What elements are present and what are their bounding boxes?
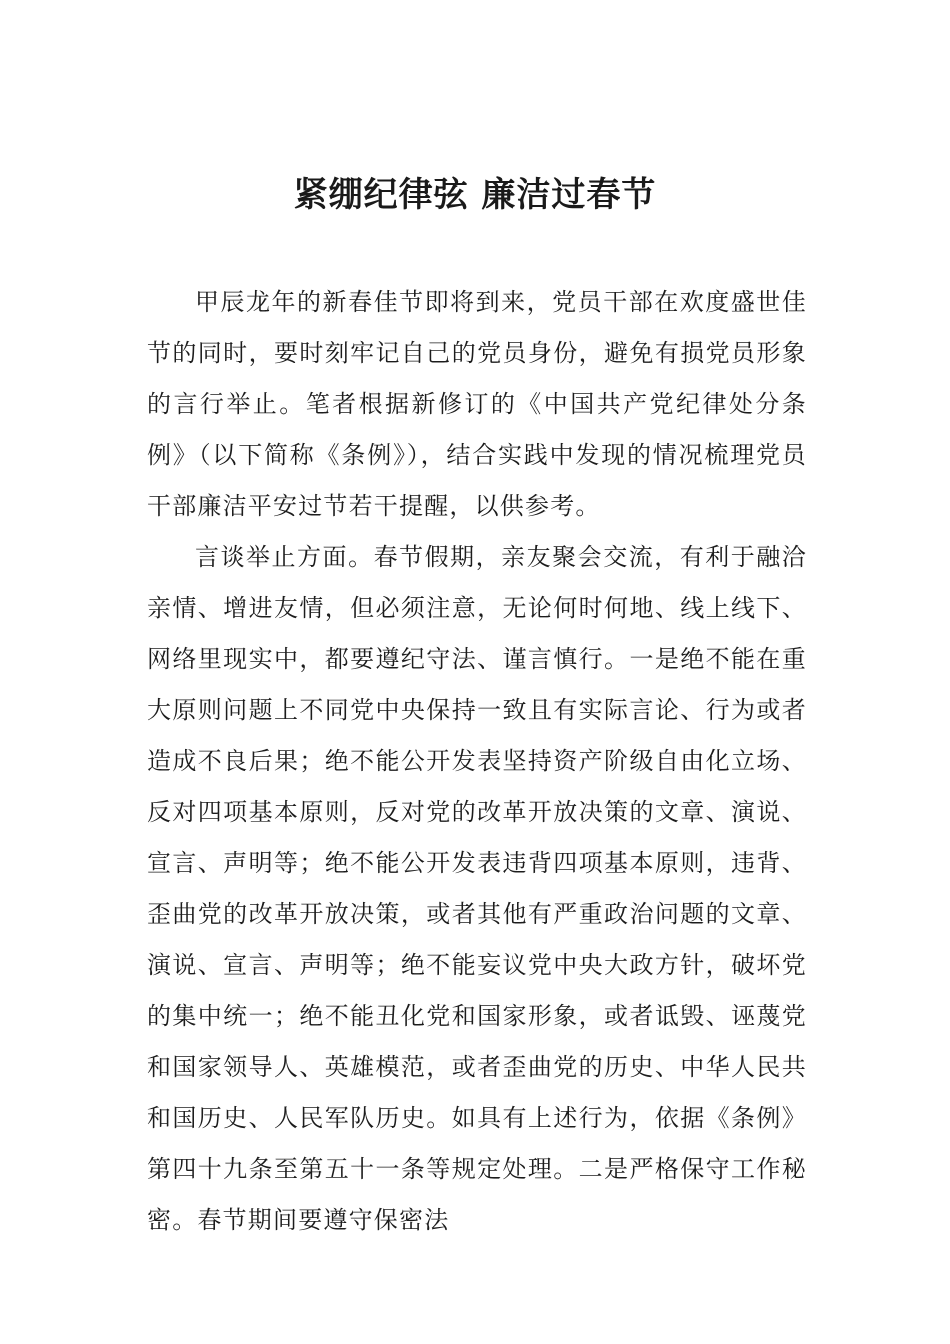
document-title: 紧绷纪律弦 廉洁过春节 (293, 175, 657, 215)
paragraph-speech-conduct: 言谈举止方面。春节假期，亲友聚会交流，有利于融洽亲情、增进友情，但必须注意，无论何时何地、线上线下、网络里现实中，都要遵纪守法、谨言慎行。一是绝不能在重大原则问题上不同党中央保持一致且有实际言论、行为或者造成不良后果；绝不能公开发表坚持资产阶级自由化立场、反对四项基本原则，反对党的改革开放决策的文章、演说、宣言、声明等；绝不能公开发表违背四项基本原则，违背、歪曲党的改革开放决策，或者其他有严重政治问题的文章、演说、宣言、声明等；绝不能妄议党中央大政方针，破坏党的集中统一；绝不能丑化党和国家形象，或者诋毁、诬蔑党和国家领导人、英雄模范，或者歪曲党的历史、中华人民共和国历史、人民军队历史。如具有上述行为，依据《条例》第四十九条至第五十一条等规定处理。二是严格保守工作秘密。春节期间要遵守保密法 (147, 543, 807, 1234)
paragraph-intro: 甲辰龙年的新春佳节即将到来，党员干部在欢度盛世佳节的同时，要时刻牢记自己的党员身份，避免有损党员形象的言行举止。笔者根据新修订的《中国共产党纪律处分条例》（以下简称《条例》），结合实践中发现的情况梳理党员干部廉洁平安过节若干提醒，以供参考。 (147, 288, 807, 520)
document-body (147, 277, 807, 1246)
